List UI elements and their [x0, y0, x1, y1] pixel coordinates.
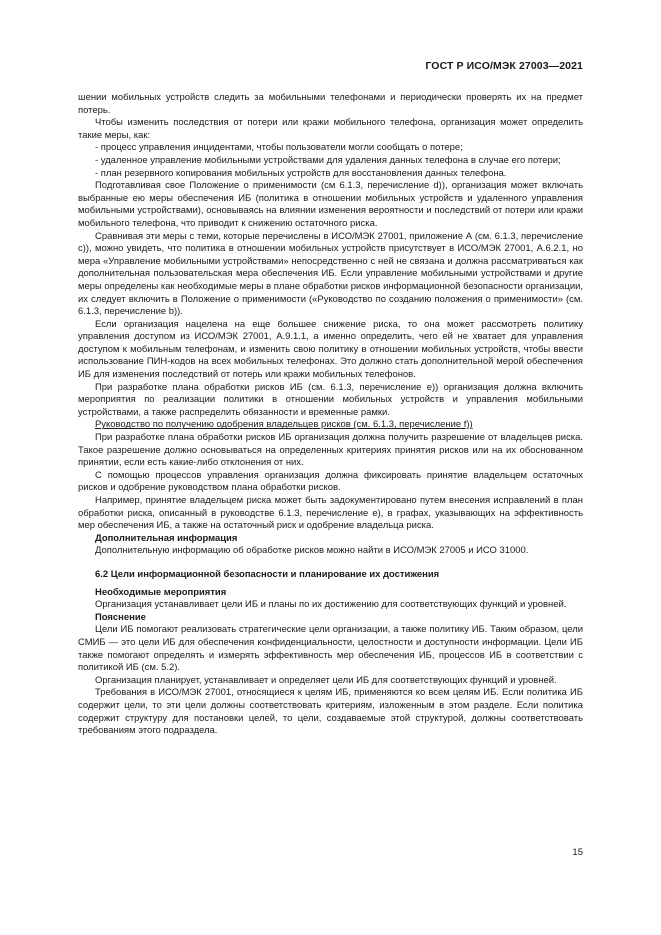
- subheading: Дополнительная информация: [95, 532, 238, 544]
- paragraph: Дополнительную информацию об обработке рисков можно найти в ИСО/МЭК 27005 и ИСО 31000.: [95, 545, 529, 557]
- paragraph: Сравнивая эти меры с теми, которые перечислены в ИСО/МЭК 27001, приложение А (см. 6.1.3, перечисление с)), можно увидеть, что политика в отношении мобильных устройств присутствует в ИСО/МЭК 27001, А.6.2.1, но мера «Управление мобильными устройствами» непосредственно с ней не связана и должна рассматриваться как дополнительная пользовательская мера обеспечения ИБ. Если управление мобильными устройствами и другие меры определены как необходимые меры в плане обработки рисков информационной безопасности организации, их следует включить в Положение о применимости («Руководство по созданию положения о применимости» (см. 6.1.3, перечисление b)).: [78, 230, 583, 318]
- subheading: Пояснение: [95, 611, 146, 623]
- paragraph: шении мобильных устройств следить за мобильными телефонами и периодически проверять их на предмет потерь.: [78, 92, 583, 116]
- subheading: Необходимые мероприятия: [95, 586, 227, 598]
- page-number: 15: [572, 847, 583, 858]
- list-item: - план резервного копирования мобильных устройств для восстановления данных телефона.: [95, 167, 507, 179]
- list-item: - удаленное управление мобильными устройствами для удаления данных телефона в случае его потери;: [95, 154, 561, 166]
- paragraph: Организация планирует, устанавливает и определяет цели ИБ для соответствующих функций и уровней.: [95, 674, 557, 686]
- paragraph: Например, принятие владельцем риска может быть задокументировано путем внесения исправлений в план обработки риска, описанный в руководстве 6.1.3, перечисление е), в графах, указывающих на эффективность мер обеспечения ИБ, а также на остаточный риск и одобрение владельца риска.: [78, 495, 583, 532]
- paragraph: Подготавливая свое Положение о применимости (см 6.1.3, перечисление d)), организация может включать выбранные ею меры обеспечения ИБ (политика в отношении мобильных устройств и удаленного управления мобильными устройствами), основываясь на влиянии изменения вероятности и последствий от потери или кражи мобильного телефона, что приводит к снижению остаточного риска.: [78, 180, 583, 229]
- document-header-code: ГОСТ Р ИСО/МЭК 27003—2021: [425, 60, 583, 72]
- underlined-subheading: Руководство по получению одобрения владельцев рисков (см. 6.1.3, перечисление f)): [95, 419, 473, 431]
- section-heading: 6.2 Цели информационной безопасности и планирование их достижения: [95, 568, 440, 580]
- paragraph: Организация устанавливает цели ИБ и планы по их достижению для соответствующих функций и уровней.: [95, 599, 567, 611]
- paragraph: Если организация нацелена на еще большее снижение риска, то она может рассмотреть политику управления доступом из ИСО/МЭК 27001, А.9.1.1, а именно определить, чего ей не хватает для управления доступом к мобильным телефонам, и изменить свою политику в отношении мобильных устройств, чтобы ввести использование ПИН-кодов на всех мобильных телефонах. Это должно стать дополнительной мерой обеспечения ИБ для изменения последствий от потерь или кражи мобильных телефонов.: [78, 318, 583, 381]
- paragraph: Чтобы изменить последствия от потери или кражи мобильного телефона, организация может определить такие меры, как:: [78, 117, 583, 141]
- document-body: [78, 92, 583, 738]
- paragraph: При разработке плана обработки рисков ИБ (см. 6.1.3, перечисление е)) организация должна включить мероприятия по реализации политики в отношении мобильных устройств и управления мобильными устройствами, а также распределить обязанности и временные рамки.: [78, 381, 583, 418]
- paragraph: При разработке плана обработки рисков ИБ организация должна получить разрешение от владельцев риска. Такое разрешение должно основываться на определенных критериях принятия рисков или на их обоснованном принятии, если есть какие-либо отклонения от них.: [78, 432, 583, 469]
- list-item: - процесс управления инцидентами, чтобы пользователи могли сообщать о потере;: [95, 142, 463, 154]
- paragraph: Цели ИБ помогают реализовать стратегические цели организации, а также политику ИБ. Таким образом, цели СМИБ — это цели ИБ для обеспечения конфиденциальности, целостности и доступности информации. Цели ИБ также помогают определять и измерять эффективность мер обеспечения ИБ, процессов ИБ в соответствии с политикой ИБ (см. 5.2).: [78, 624, 583, 674]
- paragraph: С помощью процессов управления организация должна фиксировать принятие владельцем остаточных рисков и одобрение руководством плана обработки рисков.: [78, 469, 583, 494]
- paragraph: Требования в ИСО/МЭК 27001, относящиеся к целям ИБ, применяются ко всем целям ИБ. Если политика ИБ содержит цели, то эти цели должны соответствовать критериям, изложенным в этом разделе. Если политика содержит структуру для постановки целей, то цели, создаваемые этой структурой, должны соответствовать требованиям этого подраздела.: [78, 687, 583, 737]
